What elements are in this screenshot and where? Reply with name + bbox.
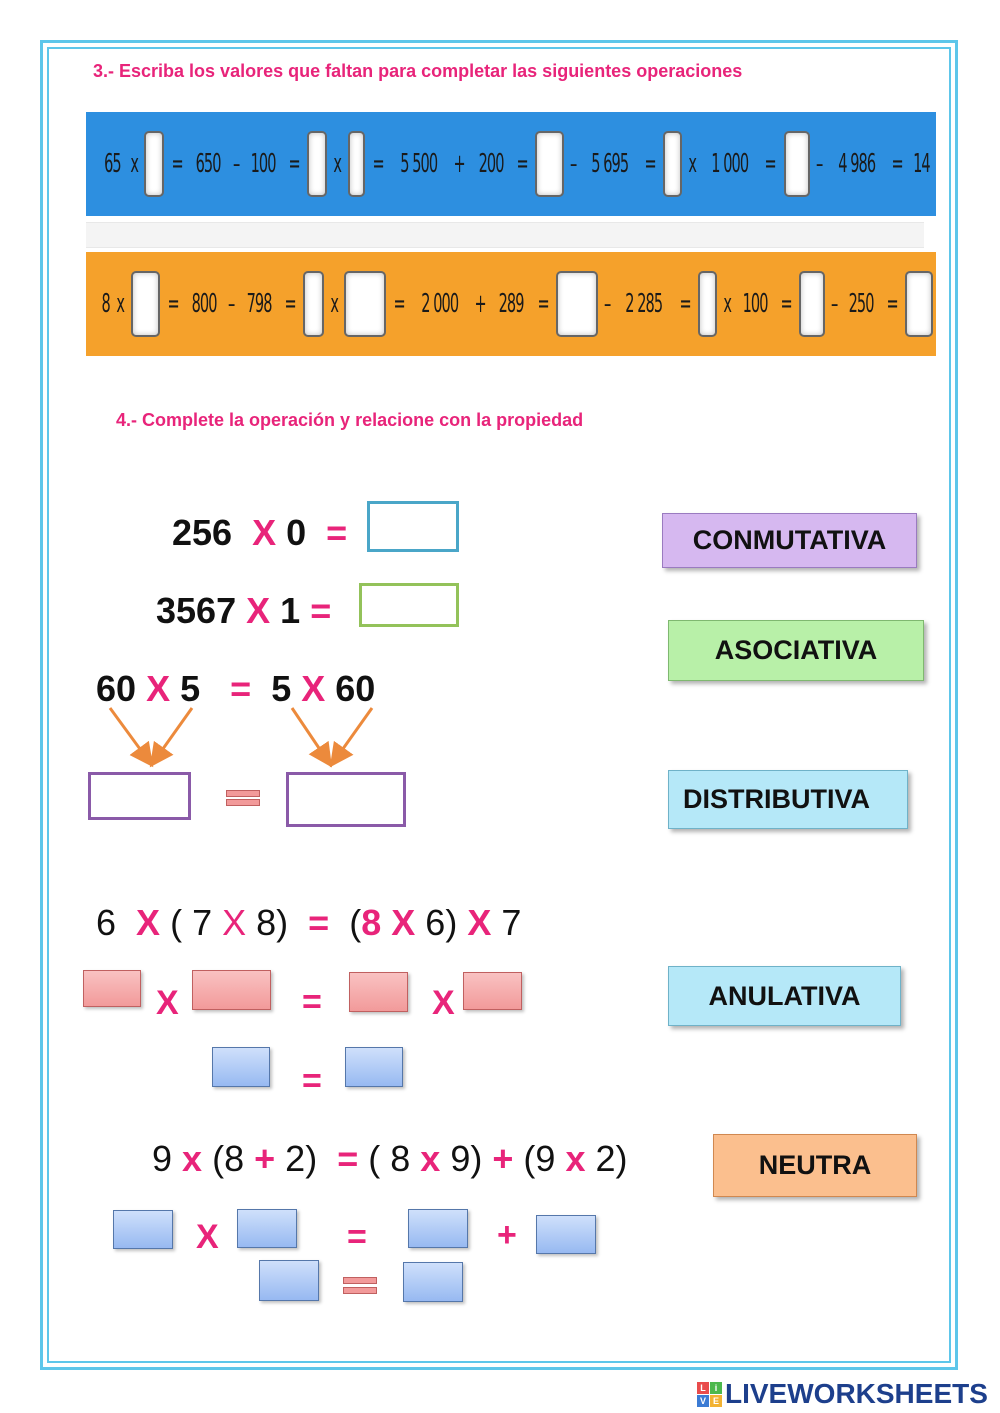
operation-token: x xyxy=(330,289,339,319)
eq3-left-answer-box[interactable] xyxy=(88,772,191,820)
eq1-equals: = xyxy=(326,512,348,553)
eq4-eq: = xyxy=(308,902,330,943)
eq4-equals-symbol-1: = xyxy=(302,983,322,1021)
eq4-p2: ( 7 xyxy=(170,902,213,943)
arrow-right-1 xyxy=(292,708,327,760)
operation-token: = xyxy=(171,149,183,179)
operation-token: x xyxy=(130,149,138,179)
eq5-answer-box-1[interactable] xyxy=(113,1210,173,1249)
operation-token: 1 000 xyxy=(711,149,749,179)
eq5-p5: 9) xyxy=(450,1138,483,1179)
operation-token: 100 xyxy=(250,149,276,179)
operation-token: 800 xyxy=(191,289,217,319)
operation-token: – xyxy=(232,149,239,179)
eq4-times-symbol-1: X xyxy=(156,984,179,1022)
eq1-b: 0 xyxy=(286,512,307,553)
operation-token: 14 xyxy=(913,149,930,179)
eq3-times2: X xyxy=(301,668,326,709)
eq5-x2: x xyxy=(420,1138,441,1179)
operation-token: 4 986 xyxy=(837,149,875,179)
eq4-answer-box-4[interactable] xyxy=(463,972,522,1010)
operation-token: 100 xyxy=(742,289,768,319)
operation-token: 2 000 xyxy=(421,289,458,319)
eq4-result-box-right[interactable] xyxy=(345,1047,403,1087)
eq4-x1: X xyxy=(136,902,161,943)
eq5-answer-box-3[interactable] xyxy=(408,1209,468,1248)
operation-token: x xyxy=(688,149,696,179)
eq4-x4: X xyxy=(467,902,492,943)
distributiva-expression xyxy=(152,1138,628,1180)
operation-token: 200 xyxy=(478,149,504,179)
operation-token: x xyxy=(333,149,342,179)
operation-token: 289 xyxy=(499,289,524,319)
operation-token: = xyxy=(780,289,792,319)
operation-token: = xyxy=(393,289,405,319)
operation-token: – xyxy=(228,289,235,319)
operation-token: = xyxy=(644,149,656,179)
eq4-x2: X xyxy=(222,902,247,943)
property-conmutativa[interactable]: CONMUTATIVA xyxy=(662,513,917,568)
eq4-p7: 7 xyxy=(501,902,522,943)
eq4-times-symbol-2: X xyxy=(432,984,455,1022)
eq4-p6: 6) xyxy=(425,902,458,943)
eq3-right-answer-box[interactable] xyxy=(286,772,406,827)
operation-token: + xyxy=(474,289,486,319)
eq4-answer-box-2[interactable] xyxy=(192,970,271,1010)
eq5-equals-symbol: = xyxy=(347,1218,367,1256)
eq4-result-box-left[interactable] xyxy=(212,1047,270,1087)
eq4-p1: 6 xyxy=(96,902,117,943)
eq5-equals-bar-bottom xyxy=(343,1287,377,1294)
eq5-p1: 9 xyxy=(152,1138,173,1179)
equals-bar-bottom xyxy=(226,799,260,806)
eq3-c: 5 xyxy=(271,668,292,709)
eq5-times-symbol: X xyxy=(196,1218,219,1256)
eq5-p7: 2) xyxy=(595,1138,628,1179)
eq3-a: 60 xyxy=(96,668,137,709)
operation-token: 798 xyxy=(246,289,272,319)
operation-token: = xyxy=(536,289,549,319)
operation-token: 5 500 xyxy=(400,149,438,179)
eq5-plus1: + xyxy=(254,1138,276,1179)
operation-token: – xyxy=(816,149,823,179)
property-neutra[interactable]: NEUTRA xyxy=(713,1134,917,1197)
eq2-times: X xyxy=(246,590,271,631)
eq4-answer-box-1[interactable] xyxy=(83,970,141,1007)
operation-token: – xyxy=(830,289,837,319)
eq5-p2: (8 xyxy=(212,1138,245,1179)
eq1-times: X xyxy=(252,512,277,553)
property-distributiva[interactable]: DISTRIBUTIVA xyxy=(668,770,908,829)
operation-token: = xyxy=(516,149,528,179)
operation-token: 2 285 xyxy=(625,289,663,319)
operation-token: = xyxy=(284,289,296,319)
operation-token: 250 xyxy=(848,289,874,319)
arrow-right-2 xyxy=(335,708,372,760)
eq4-answer-box-3[interactable] xyxy=(349,972,408,1012)
eq5-p4: ( 8 xyxy=(368,1138,411,1179)
eq3-times1: X xyxy=(146,668,171,709)
eq5-result-box-right[interactable] xyxy=(403,1262,463,1302)
eq4-p5: 8 xyxy=(361,902,382,943)
eq5-p3: 2) xyxy=(285,1138,318,1179)
eq5-answer-box-4[interactable] xyxy=(536,1215,596,1254)
arrow-left-2 xyxy=(155,708,192,760)
eq5-plus2: + xyxy=(492,1138,514,1179)
operation-token: x xyxy=(723,289,731,319)
eq5-x3: x xyxy=(565,1138,586,1179)
operation-token: = xyxy=(891,149,903,179)
eq2-equals: = xyxy=(310,590,332,631)
eq2-b: 1 xyxy=(280,590,301,631)
eq3-d: 60 xyxy=(335,668,376,709)
eq3-b: 5 xyxy=(180,668,201,709)
operation-token: = xyxy=(167,289,179,319)
operation-token: 650 xyxy=(196,149,221,179)
liveworksheets-logo xyxy=(697,1378,988,1410)
eq5-x1: x xyxy=(182,1138,203,1179)
eq1-a: 256 xyxy=(172,512,233,553)
section3-heading: 3.- Escriba los valores que faltan para completar las siguientes operaciones xyxy=(93,61,743,81)
property-asociativa[interactable]: ASOCIATIVA xyxy=(668,620,924,681)
logo-text: LIVEWORKSHEETS xyxy=(725,1378,988,1409)
operation-token: – xyxy=(604,289,611,319)
arrow-left-1 xyxy=(110,708,148,760)
eq5-eq: = xyxy=(337,1138,359,1179)
operation-token: 8 xyxy=(101,289,110,319)
eq4-equals-symbol-2: = xyxy=(302,1062,322,1100)
operation-token: + xyxy=(453,149,466,179)
eq4-p3: 8) xyxy=(256,902,289,943)
operation-token: = xyxy=(764,149,777,179)
logo-grid-icon: L i V E xyxy=(697,1382,722,1407)
eq5-result-box-left[interactable] xyxy=(259,1260,319,1301)
eq4-p4: ( xyxy=(349,902,362,943)
eq3-equals: = xyxy=(230,668,252,709)
eq5-p6: (9 xyxy=(523,1138,556,1179)
operation-token: x xyxy=(116,289,125,319)
property-anulativa[interactable]: ANULATIVA xyxy=(668,966,901,1026)
operation-token: = xyxy=(679,289,691,319)
eq2-a: 3567 xyxy=(156,590,237,631)
operation-token: = xyxy=(886,289,898,319)
operation-token: = xyxy=(288,149,300,179)
operation-token: 65 xyxy=(104,149,121,179)
eq5-equals-bar-top xyxy=(343,1277,377,1284)
eq5-answer-box-2[interactable] xyxy=(237,1209,297,1248)
eq5-plus-symbol: + xyxy=(497,1216,517,1254)
operation-token: 5 695 xyxy=(591,149,628,179)
operation-token: – xyxy=(569,149,576,179)
section4-heading: 4.- Complete la operación y relacione con la propiedad xyxy=(116,410,584,430)
asociativa-expression xyxy=(96,902,521,944)
eq4-x3: X xyxy=(391,902,416,943)
equals-bar-top xyxy=(226,790,260,797)
operation-token: = xyxy=(372,149,384,179)
